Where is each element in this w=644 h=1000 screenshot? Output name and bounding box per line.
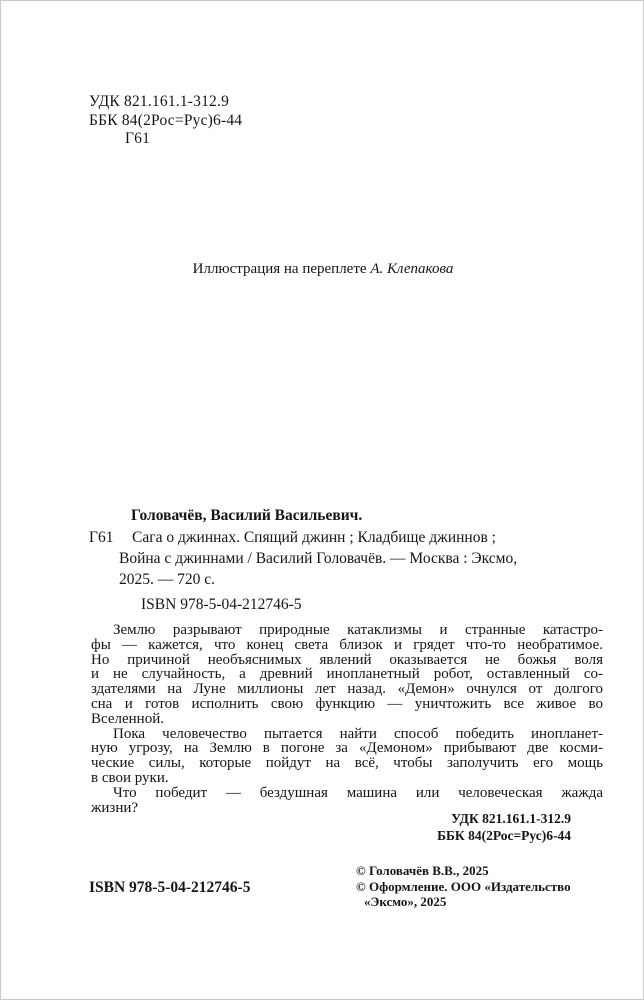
- text-line: ную угрозу, на Землю в погоне за «Демоном» прибывают две косми-: [91, 740, 603, 757]
- text-line: здателями на Луне миллионы лет назад. «Демон» очнулся от долгого: [91, 681, 603, 698]
- text-line: Землю разрывают природные катаклизмы и странные катастро-: [113, 622, 603, 638]
- isbn-number: ISBN 978-5-04-212746-5: [141, 596, 302, 613]
- annotation: [91, 623, 603, 815]
- annotation-paragraph: [91, 727, 603, 786]
- text-line: ческие силы, которые пойдут на всё, чтобы заполучить его мощь: [91, 755, 603, 772]
- author-sign-code: Г61: [89, 529, 114, 546]
- bbk-code: ББК 84(2Рос=Рус)6-44: [437, 827, 571, 843]
- author-sign-code: Г61: [125, 130, 151, 147]
- annotation-paragraph: [91, 623, 603, 727]
- copyright-line: «Эксмо», 2025: [364, 894, 447, 909]
- copyright-line: © Оформление. ООО «Издательство: [356, 878, 571, 894]
- text-line: Вселенной.: [91, 710, 164, 727]
- copyright-line: © Головачёв В.В., 2025: [356, 863, 489, 878]
- illustration-artist-name: А. Клепакова: [370, 261, 454, 277]
- text-line: Что победит — бездушная машина или человеческая жажда: [113, 784, 603, 801]
- bibliographic-entry: [89, 527, 603, 590]
- udk-code: УДК 821.161.1-312.9: [451, 811, 571, 826]
- text-line: сна и готов исполнить свою функцию — уничтожить все живое во: [91, 695, 603, 712]
- catalog-card: [89, 505, 603, 615]
- text-line: Война с джиннами / Василий Головачёв. — Москва : Эксмо,: [119, 550, 518, 567]
- illustration-credit: [1, 261, 644, 278]
- classification-codes-top: [89, 93, 242, 149]
- bibliographic-description: [119, 527, 603, 590]
- text-line: Сага о джиннах. Спящий джинн ; Кладбище джиннов ;: [132, 529, 496, 546]
- illustration-credit-label: Иллюстрация на переплете: [192, 261, 371, 277]
- text-line: и не случайность, а древний инопланетный робот, оставленный со-: [91, 666, 603, 683]
- footer: [89, 863, 603, 923]
- copyright-block: [356, 863, 571, 910]
- text-line: фы — кажется, что конец света близок и грядет что-то необратимое.: [91, 636, 603, 653]
- author-heading: Головачёв, Василий Васильевич.: [131, 507, 363, 524]
- text-line: жизни?: [91, 799, 139, 816]
- udk-code: УДК 821.161.1-312.9: [89, 93, 230, 110]
- text-line: в свои руки.: [91, 769, 169, 786]
- text-line: 2025. — 720 с.: [119, 571, 216, 588]
- isbn-number: ISBN 978-5-04-212746-5: [89, 879, 251, 896]
- text-line: Пока человечество пытается найти способ победить инопланет-: [113, 725, 603, 742]
- text-line: Но причиной необъяснимых явлений оказывается не божья воля: [91, 651, 603, 668]
- bbk-code: ББК 84(2Рос=Рус)6-44: [89, 111, 243, 129]
- classification-codes-bottom: [1, 811, 571, 844]
